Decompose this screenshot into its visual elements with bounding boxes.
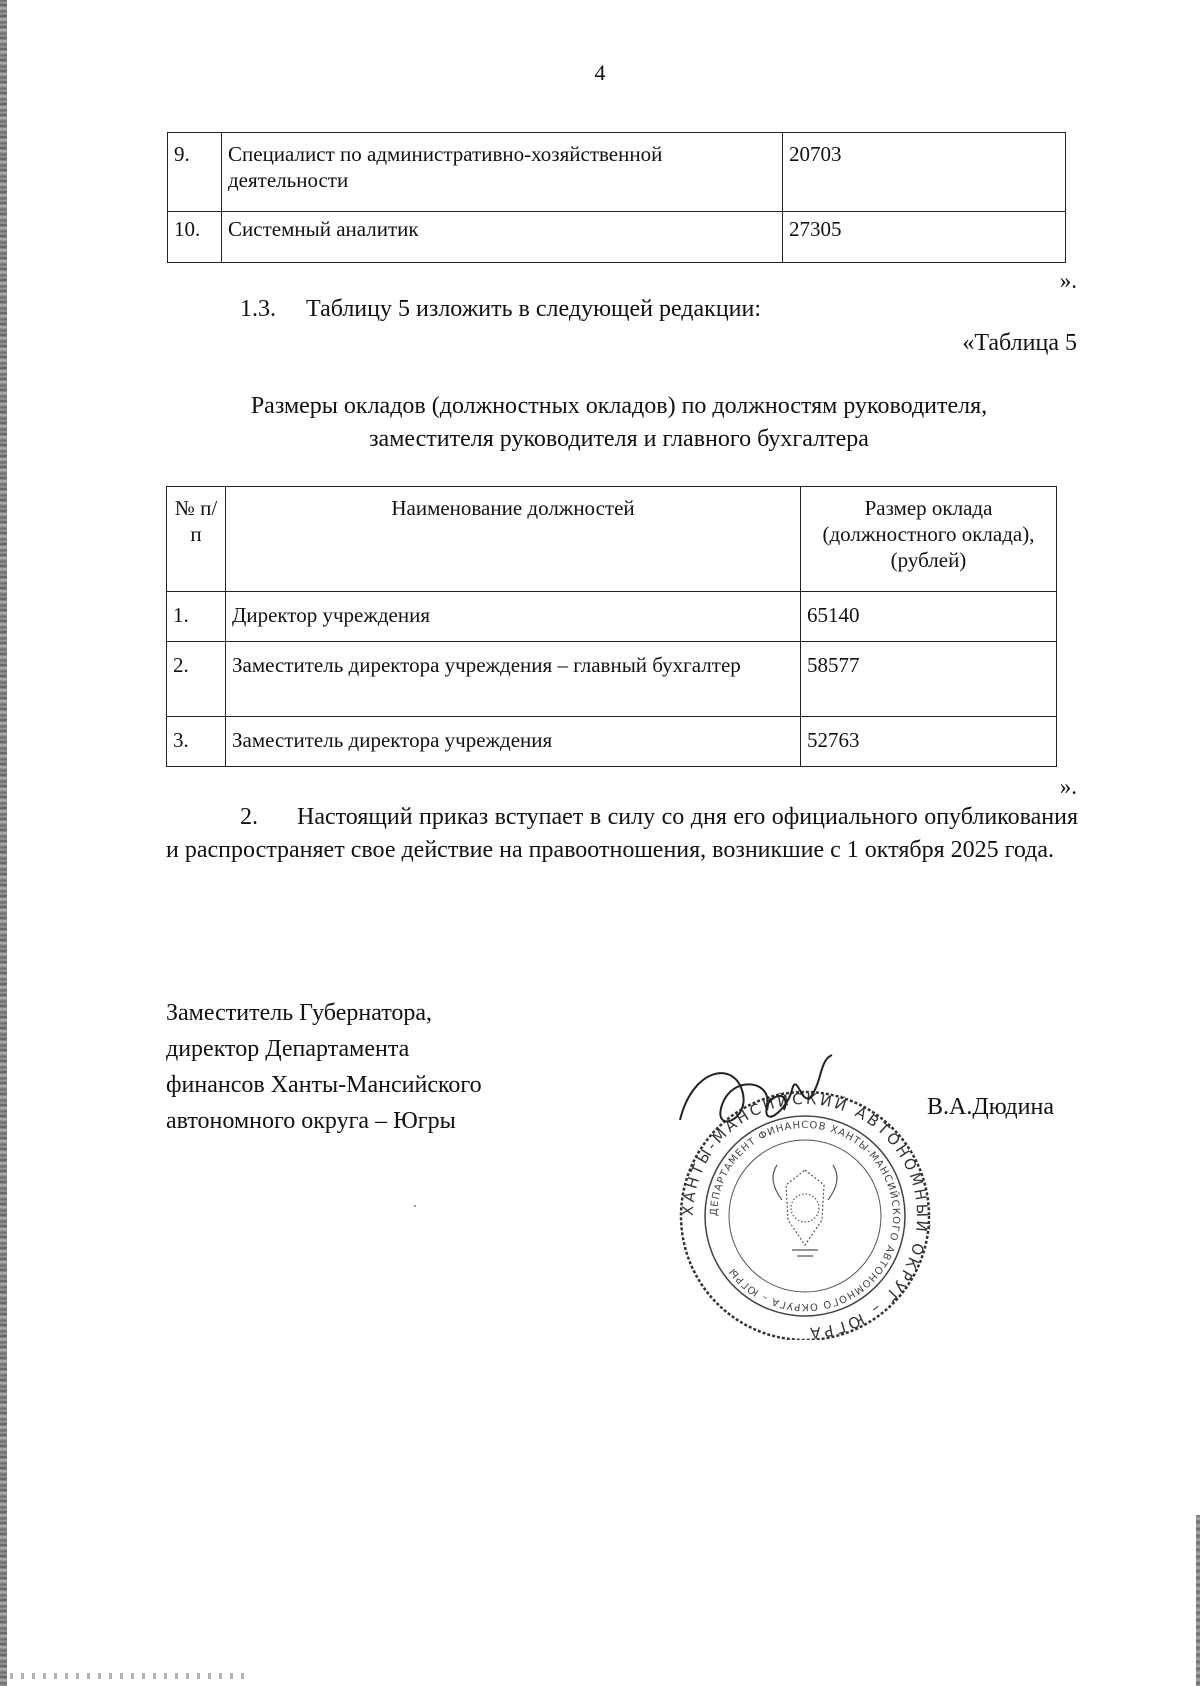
seal-svg	[672, 1050, 938, 1340]
table-row	[167, 717, 1057, 767]
table-title-line: Размеры окладов (должностных окладов) по должностям руководителя,	[250, 393, 988, 419]
table-row	[168, 133, 1066, 212]
closing-quote: ».	[1059, 774, 1077, 799]
salary-value: 27305	[783, 212, 1066, 263]
signer-name: В.А.Дюдина	[927, 1094, 1054, 1120]
position-name: Заместитель директора учреждения	[226, 717, 801, 767]
item-number: 2.	[240, 804, 258, 830]
salary-value: 52763	[801, 717, 1057, 767]
seal-inner-text: ДЕПАРТАМЕНТ ФИНАНСОВ ХАНТЫ-МАНСИЙСКОГО АВТОНОМНОГО ОКРУГА – ЮГРЫ	[708, 1119, 902, 1313]
item-text: Настоящий приказ вступает в силу со дня его официального опубликования и распространяет свое действие на правоотношения, возникшие с 1 октября 2025 года.	[166, 804, 1079, 863]
official-seal	[672, 1050, 938, 1340]
position-name: Заместитель директора учреждения – главный бухгалтер	[226, 642, 801, 717]
scan-noise	[10, 1673, 250, 1679]
seal-inner-ring	[729, 1140, 881, 1292]
scan-speck	[414, 1205, 416, 1207]
salary-value: 65140	[801, 592, 1057, 642]
salary-table	[166, 486, 1057, 767]
row-number: 9.	[168, 133, 222, 212]
table-row	[167, 642, 1057, 717]
table-label: «Таблица 5	[962, 330, 1077, 356]
salary-value: 58577	[801, 642, 1057, 717]
scan-edge-right	[1196, 1515, 1200, 1686]
header-salary: Размер оклада (должностного оклада), (рублей)	[801, 487, 1057, 592]
position-line: автономного округа – Югры	[166, 1108, 456, 1134]
header-name: Наименование должностей	[226, 487, 801, 592]
seal-outer-text: ХАНТЫ-МАНСИЙСКИЙ АВТОНОМНЫЙ ОКРУГ – ЮГРА	[678, 1089, 932, 1340]
position-line: Заместитель Губернатора,	[166, 1000, 433, 1026]
scan-edge-left	[0, 0, 7, 1686]
item-2	[166, 801, 1078, 867]
row-number: 2.	[167, 642, 226, 717]
salary-value: 20703	[783, 133, 1066, 212]
previous-table	[167, 132, 1066, 263]
table-title-line: заместителя руководителя и главного бухгалтера	[369, 426, 869, 452]
row-number: 1.	[167, 592, 226, 642]
table-row	[167, 592, 1057, 642]
seal-middle-ring	[705, 1116, 905, 1316]
position-line: директор Департамента	[166, 1036, 410, 1062]
row-number: 10.	[168, 212, 222, 263]
page-number: 4	[594, 60, 606, 85]
header-number: № п/п	[167, 487, 226, 592]
closing-quote: ».	[1059, 268, 1077, 293]
position-name: Системный аналитик	[222, 212, 783, 263]
item-text: Таблицу 5 изложить в следующей редакции:	[306, 296, 762, 322]
item-number: 1.3.	[240, 296, 276, 322]
table-title	[160, 390, 1078, 456]
position-line: финансов Ханты-Мансийского	[166, 1072, 482, 1098]
item-1-3	[240, 296, 761, 323]
signatory-position	[166, 995, 482, 1139]
coat-of-arms-emblem	[773, 1165, 837, 1256]
table-header-row	[167, 487, 1057, 592]
item-2-paragraph	[166, 801, 1078, 867]
table-row	[168, 212, 1066, 263]
position-name: Директор учреждения	[226, 592, 801, 642]
position-name: Специалист по административно-хозяйственной деятельности	[222, 133, 783, 212]
row-number: 3.	[167, 717, 226, 767]
